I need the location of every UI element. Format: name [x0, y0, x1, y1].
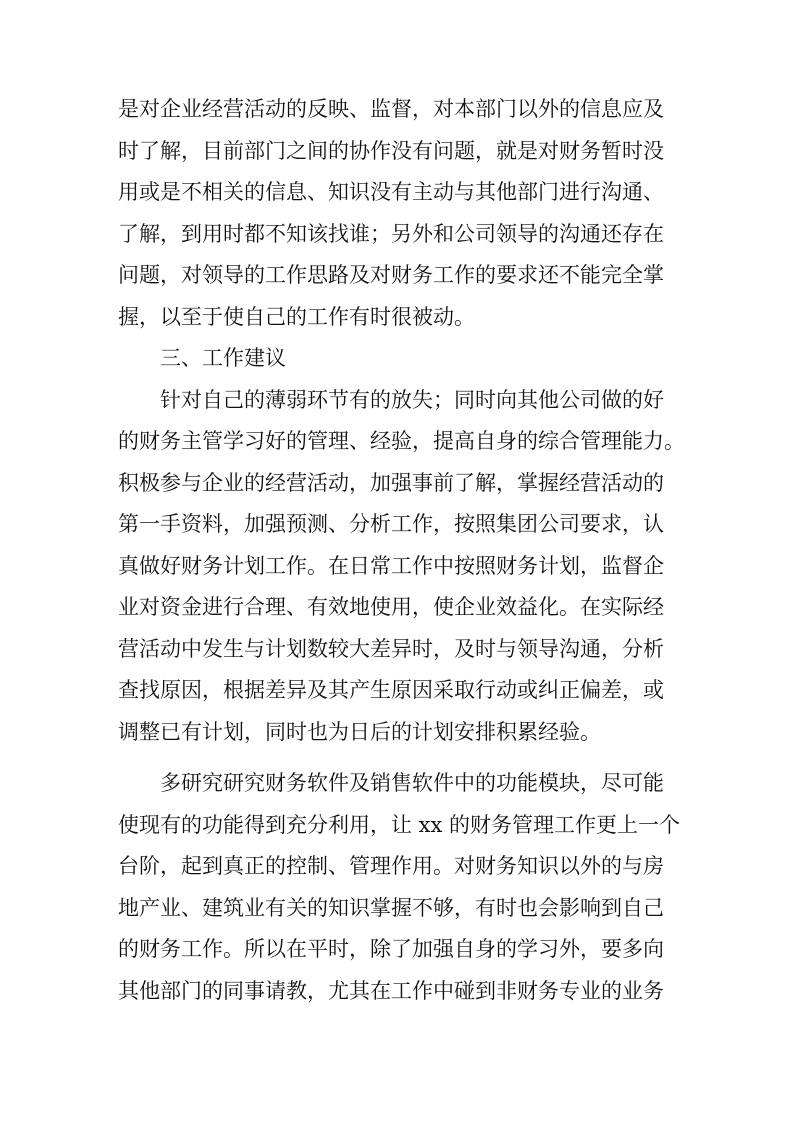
- paragraph-3-line-1: 多研究研究财务软件及销售软件中的功能模块，尽可能: [160, 771, 664, 795]
- paragraph-spacer: [118, 753, 678, 763]
- paragraph-2-line-7: 营活动中发生与计划数较大差异时，及时与领导沟通，分析: [118, 636, 664, 661]
- paragraph-1-line-2: 时了解，目前部门之间的协作没有问题，就是对财务暂时没: [118, 138, 664, 163]
- paragraph-3-line-3: 台阶，起到真正的控制、管理作用。对财务知识以外的与房: [118, 854, 664, 878]
- paragraph-2-line-6: 业对资金进行合理、有效地使用，使企业效益化。在实际经: [118, 595, 664, 619]
- paragraph-2-line-3: 积极参与企业的经营活动，加强事前了解，掌握经营活动的: [118, 470, 664, 495]
- paragraph-1-line-3: 用或是不相关的信息、知识没有主动与其他部门进行沟通、: [118, 180, 664, 204]
- paragraph-2-line-5: 真做好财务计划工作。在日常工作中按照财务计划，监督企: [118, 553, 664, 578]
- paragraph-1-line-5: 问题，对领导的工作思路及对财务工作的要求还不能完全掌: [118, 263, 664, 287]
- paragraph-2-line-1: 针对自己的薄弱环节有的放失；同时向其他公司做的好: [160, 387, 664, 412]
- paragraph-2-line-9: 调整已有计划，同时也为日后的计划安排积累经验。: [118, 719, 601, 744]
- paragraph-2-line-8: 查找原因，根据差异及其产生原因采取行动或纠正偏差，或: [118, 678, 664, 702]
- paragraph-2-line-2: 的财务主管学习好的管理、经验，提高自身的综合管理能力。: [118, 429, 685, 453]
- paragraph-3-line-2: 使现有的功能得到充分利用，让 xx 的财务管理工作更上一个: [118, 812, 681, 837]
- paragraph-3-line-5: 的财务工作。所以在平时，除了加强自身的学习外，要多向: [118, 937, 664, 961]
- paragraph-3-line-4: 地产业、建筑业有关的知识掌握不够，有时也会影响到自己: [118, 895, 664, 920]
- paragraph-1-line-6: 握，以至于使自己的工作有时很被动。: [118, 304, 475, 329]
- paragraph-1-line-4: 了解，到用时都不知该找谁；另外和公司领导的沟通还存在: [118, 221, 664, 246]
- paragraph-2-line-4: 第一手资料，加强预测、分析工作，按照集团公司要求，认: [118, 512, 664, 536]
- paragraph-3-line-6: 其他部门的同事请教，尤其在工作中碰到非财务专业的业务: [118, 978, 664, 1003]
- document-body: [118, 89, 685, 1012]
- paragraph-1-line-1: 是对企业经营活动的反映、监督，对本部门以外的信息应及: [118, 97, 664, 121]
- section-heading: 三、工作建议: [160, 346, 286, 370]
